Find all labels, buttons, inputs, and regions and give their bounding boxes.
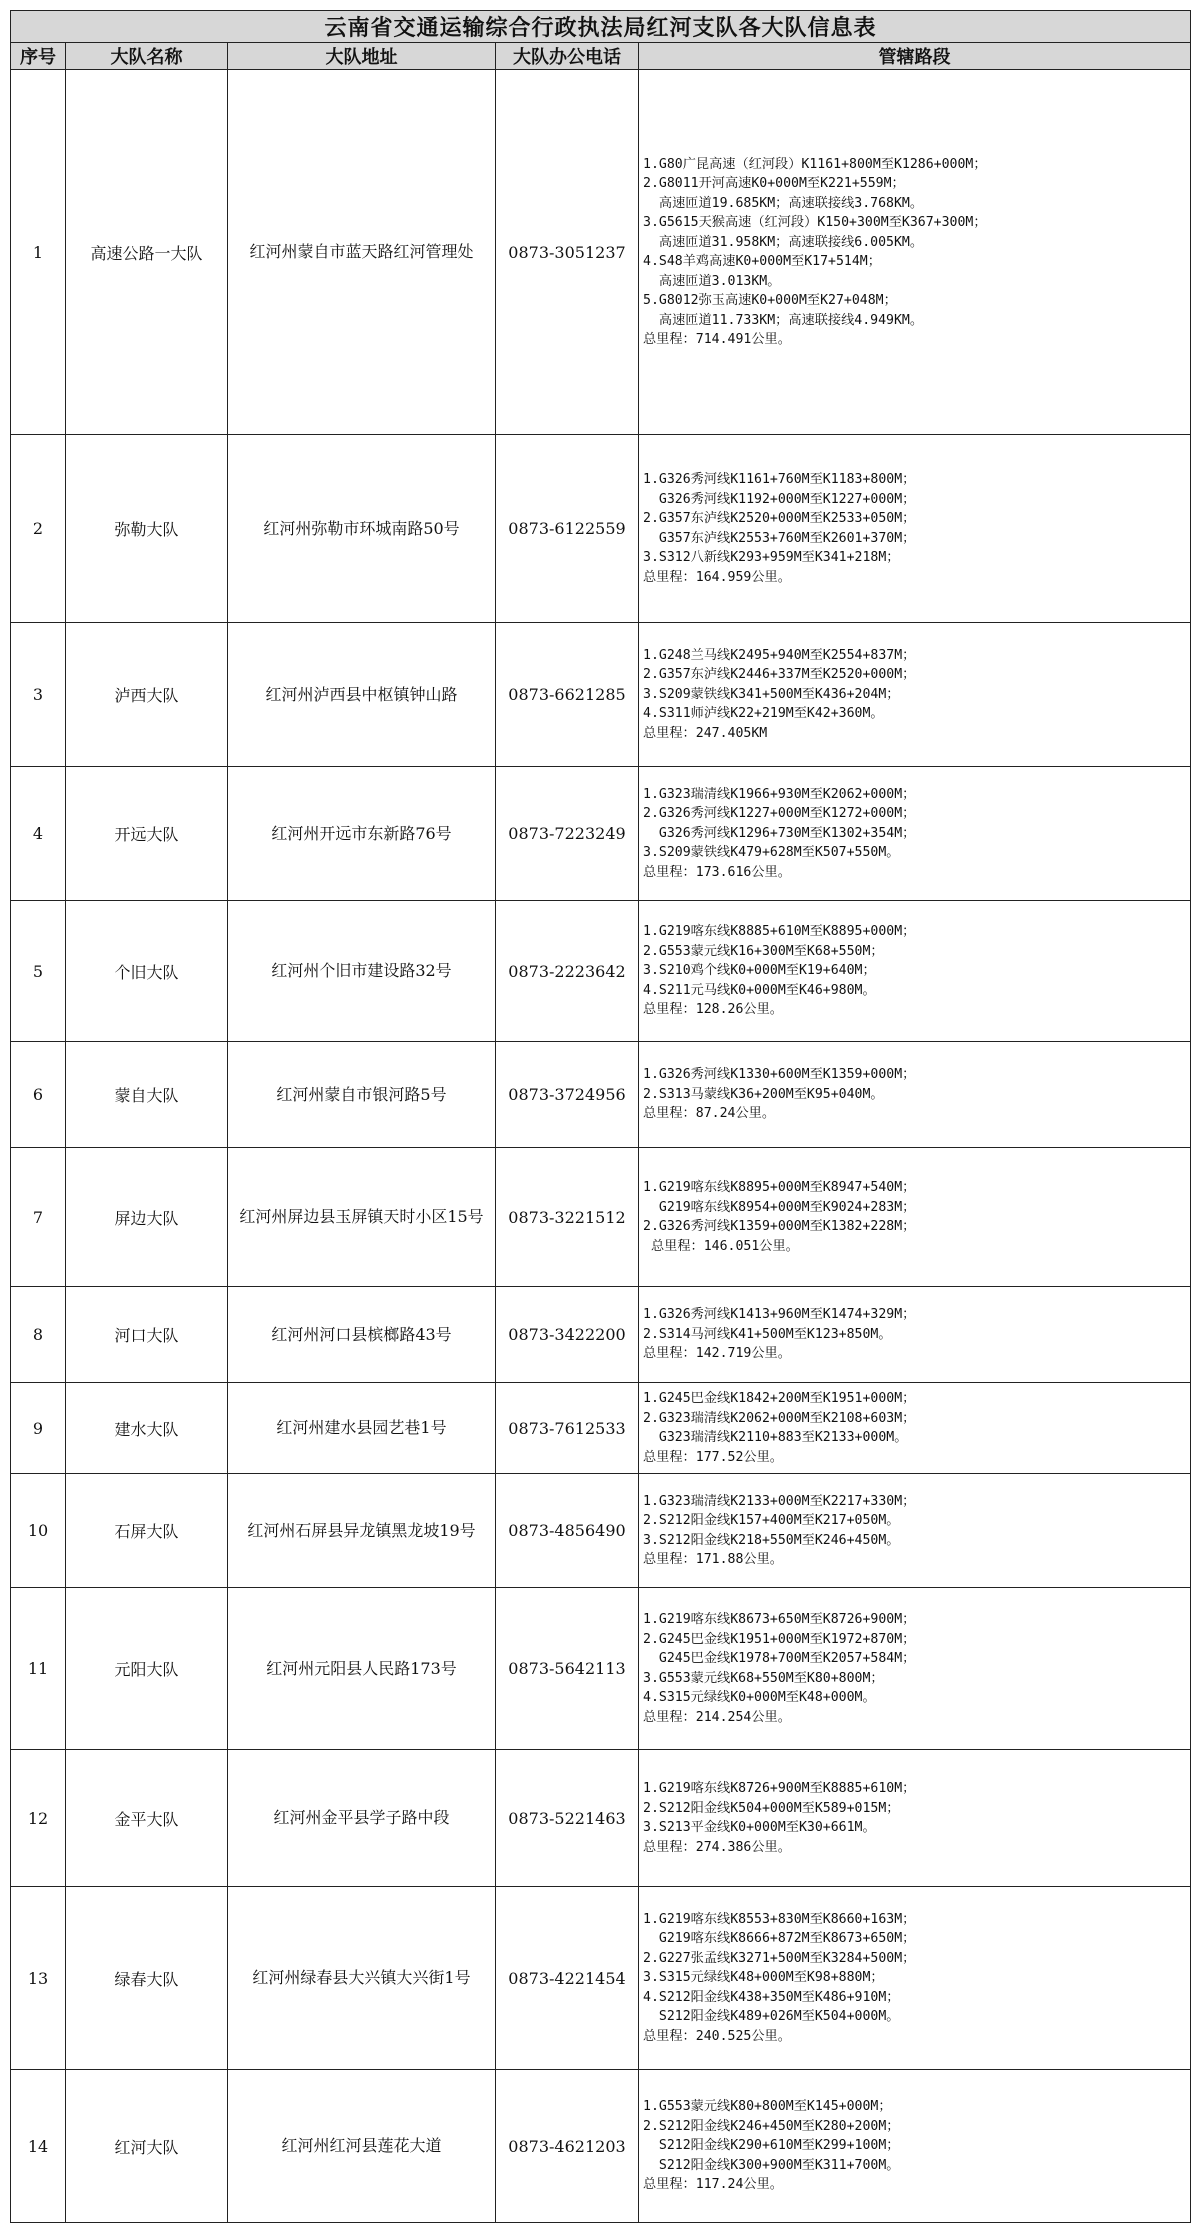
route-line: 2.S212阳金线K246+450M至K280+200M； [643,2118,900,2134]
route-line: 总里程：177.52公里。 [643,1449,783,1465]
route-line: 1.G326秀河线K1161+760M至K1183+800M； [643,472,916,487]
route-line: 总里程：240.525公里。 [643,2028,791,2044]
team-phone: 0873-6621285 [496,623,639,767]
row-index: 8 [11,1287,66,1383]
team-name: 泸西大队 [66,623,228,767]
team-address: 红河州金平县学子路中段 [228,1750,496,1887]
route-line: 3.S213平金线K0+000M至K30+661M。 [643,1820,876,1835]
team-address: 红河州绿春县大兴镇大兴街1号 [228,1887,496,2070]
team-address: 红河州河口县槟榔路43号 [228,1287,496,1383]
route-line: G323瑞清线K2110+883至K2133+000M。 [643,1430,908,1445]
row-index: 9 [11,1383,66,1474]
table-row [11,1750,1191,1887]
row-index: 10 [11,1474,66,1588]
team-phone: 0873-4621203 [496,2070,639,2223]
route-line: 4.S315元绿线K0+000M至K48+000M。 [643,1690,876,1705]
row-index: 2 [11,435,66,623]
team-name: 元阳大队 [66,1588,228,1750]
route-line: 1.G248兰马线K2495+940M至K2554+837M； [643,647,916,663]
route-line: 2.S212阳金线K504+000M至K589+015M； [643,1800,900,1816]
route-line: 总里程：117.24公里。 [643,2177,783,2193]
route-line: 总里程：128.26公里。 [643,1002,783,1018]
route-line: 1.G553蒙元线K80+800M至K145+000M； [643,2099,892,2115]
row-index: 14 [11,2070,66,2223]
row-index: 13 [11,1887,66,2070]
header-index: 序号 [11,43,66,70]
table-row [11,435,1191,623]
team-phone: 0873-5642113 [496,1588,639,1750]
row-index: 4 [11,767,66,901]
route-list [639,767,1191,901]
route-line: 1.G245巴金线K1842+200M至K1951+000M； [643,1391,916,1406]
team-phone: 0873-3724956 [496,1042,639,1148]
team-name: 金平大队 [66,1750,228,1887]
route-line: 1.G219喀东线K8553+830M至K8660+163M； [643,1911,916,1927]
route-line: 5.G8012弥玉高速K0+000M至K27+048M； [643,293,897,308]
route-line: 3.S312八新线K293+959M至K341+218M； [643,550,900,565]
route-line: S212阳金线K300+900M至K311+700M。 [643,2157,900,2173]
team-address: 红河州红河县莲花大道 [228,2070,496,2223]
route-line: 高速匝道31.958KM；高速联接线6.005KM。 [643,234,924,250]
team-name: 建水大队 [66,1383,228,1474]
team-info-table [10,10,1191,2223]
route-line: 总里程：87.24公里。 [643,1106,776,1122]
team-phone: 0873-7612533 [496,1383,639,1474]
route-line: 2.G323瑞清线K2062+000M至K2108+603M； [643,1410,916,1426]
row-index: 11 [11,1588,66,1750]
route-line: 总里程：214.254公里。 [643,1709,791,1725]
table-row [11,767,1191,901]
route-line: G245巴金线K1978+700M至K2057+584M； [643,1651,916,1666]
route-line: 3.S209蒙铁线K341+500M至K436+204M； [643,686,900,702]
team-phone: 0873-4856490 [496,1474,639,1588]
table-row [11,1383,1191,1474]
team-phone: 0873-2223642 [496,901,639,1042]
route-line: 2.S212阳金线K157+400M至K217+050M。 [643,1513,900,1528]
route-line: G326秀河线K1192+000M至K1227+000M； [643,491,916,507]
route-line: 2.G326秀河线K1359+000M至K1382+228M； [643,1219,916,1234]
row-index: 3 [11,623,66,767]
route-list [639,1287,1191,1383]
route-list [639,1474,1191,1588]
route-line: 4.S311师泸线K22+219M至K42+360M。 [643,706,884,722]
header-team-name: 大队名称 [66,43,228,70]
route-list [639,1042,1191,1148]
table-row [11,1474,1191,1588]
team-address: 红河州泸西县中枢镇钟山路 [228,623,496,767]
route-line: 1.G326秀河线K1330+600M至K1359+000M； [643,1067,916,1083]
team-phone: 0873-3221512 [496,1148,639,1287]
route-line: 1.G219喀东线K8885+610M至K8895+000M； [643,924,916,940]
team-phone: 0873-3422200 [496,1287,639,1383]
route-line: 2.G227张孟线K3271+500M至K3284+500M； [643,1950,916,1966]
route-line: G219喀东线K8954+000M至K9024+283M； [643,1199,916,1215]
header-phone: 大队办公电话 [496,43,639,70]
row-index: 6 [11,1042,66,1148]
route-line: 2.G553蒙元线K16+300M至K68+550M； [643,943,884,959]
route-line: G357东泸线K2553+760M至K2601+370M； [643,530,916,546]
route-line: 总里程：164.959公里。 [643,569,791,585]
header-address: 大队地址 [228,43,496,70]
route-line: 高速匝道19.685KM；高速联接线3.768KM。 [643,195,924,211]
team-phone: 0873-3051237 [496,70,639,435]
team-address: 红河州屏边县玉屏镇天时小区15号 [228,1148,496,1287]
table-row [11,1887,1191,2070]
team-phone: 0873-4221454 [496,1887,639,2070]
route-line: 3.S209蒙铁线K479+628M至K507+550M。 [643,845,900,861]
route-list [639,70,1191,435]
team-address: 红河州元阳县人民路173号 [228,1588,496,1750]
team-name: 绿春大队 [66,1887,228,2070]
team-name: 红河大队 [66,2070,228,2223]
table-row [11,1148,1191,1287]
row-index: 7 [11,1148,66,1287]
header-routes: 管辖路段 [639,43,1191,70]
route-list [639,1887,1191,2070]
route-list [639,1588,1191,1750]
route-line: 总里程：142.719公里。 [643,1346,791,1362]
route-line: 1.G219喀东线K8673+650M至K8726+900M； [643,1612,916,1627]
route-line: 4.S211元马线K0+000M至K46+980M。 [643,982,876,998]
route-line: 4.S212阳金线K438+350M至K486+910M； [643,1989,900,2005]
table-row [11,70,1191,435]
route-line: 总里程：274.386公里。 [643,1839,791,1855]
route-line: 高速匝道3.013KM。 [643,273,781,289]
route-list [639,435,1191,623]
team-name: 河口大队 [66,1287,228,1383]
row-index: 12 [11,1750,66,1887]
route-line: 4.S48羊鸡高速K0+000M至K17+514M； [643,254,881,269]
route-line: G326秀河线K1296+730M至K1302+354M； [643,825,916,841]
route-line: S212阳金线K489+026M至K504+000M。 [643,2009,900,2025]
route-line: S212阳金线K290+610M至K299+100M； [643,2138,900,2154]
table-row [11,623,1191,767]
route-line: 2.S314马河线K41+500M至K123+850M。 [643,1326,892,1342]
team-address: 红河州石屏县异龙镇黑龙坡19号 [228,1474,496,1588]
table-row [11,1287,1191,1383]
table-row [11,1588,1191,1750]
team-name: 个旧大队 [66,901,228,1042]
route-line: G219喀东线K8666+872M至K8673+650M； [643,1931,916,1947]
route-list [639,623,1191,767]
route-line: 总里程：173.616公里。 [643,864,791,880]
route-list [639,2070,1191,2223]
team-name: 开远大队 [66,767,228,901]
route-line: 总里程：247.405KM [643,725,768,741]
row-index: 5 [11,901,66,1042]
team-phone: 0873-5221463 [496,1750,639,1887]
row-index: 1 [11,70,66,435]
team-address: 红河州蒙自市蓝天路红河管理处 [228,70,496,435]
route-line: 1.G323瑞清线K2133+000M至K2217+330M； [643,1493,916,1509]
team-phone: 0873-6122559 [496,435,639,623]
team-address: 红河州建水县园艺巷1号 [228,1383,496,1474]
route-line: 3.S212阳金线K218+550M至K246+450M。 [643,1532,900,1548]
table-row [11,1042,1191,1148]
team-name: 高速公路一大队 [66,70,228,435]
route-line: 2.G326秀河线K1227+000M至K1272+000M； [643,806,916,822]
table-title: 云南省交通运输综合行政执法局红河支队各大队信息表 [11,11,1191,43]
route-line: 2.G8011开河高速K0+000M至K221+559M； [643,176,905,191]
team-address: 红河州弥勒市环城南路50号 [228,435,496,623]
route-list [639,1148,1191,1287]
route-line: 总里程：146.051公里。 [643,1238,799,1254]
route-line: 2.S313马蒙线K36+200M至K95+040M。 [643,1086,884,1102]
team-name: 屏边大队 [66,1148,228,1287]
route-line: 2.G357东泸线K2446+337M至K2520+000M； [643,667,916,683]
route-line: 总里程：171.88公里。 [643,1552,783,1567]
route-line: 2.G245巴金线K1951+000M至K1972+870M； [643,1631,916,1647]
route-line: 3.S315元绿线K48+000M至K98+880M； [643,1970,884,1986]
route-line: 1.G219喀东线K8895+000M至K8947+540M； [643,1180,916,1195]
route-line: 3.G5615天猴高速（红河段）K150+300M至K367+300M； [643,215,987,230]
team-name: 石屏大队 [66,1474,228,1588]
team-address: 红河州蒙自市银河路5号 [228,1042,496,1148]
route-line: 1.G80广昆高速（红河段）K1161+800M至K1286+000M； [643,156,987,172]
route-line: 总里程：714.491公里。 [643,332,791,347]
route-line: 1.G219喀东线K8726+900M至K8885+610M； [643,1781,916,1796]
route-line: 3.S210鸡个线K0+000M至K19+640M； [643,963,876,979]
route-line: 1.G326秀河线K1413+960M至K1474+329M； [643,1307,916,1323]
route-line: 1.G323瑞清线K1966+930M至K2062+000M； [643,786,916,802]
route-line: 高速匝道11.733KM；高速联接线4.949KM。 [643,312,924,328]
team-name: 弥勒大队 [66,435,228,623]
route-list [639,901,1191,1042]
team-address: 红河州开远市东新路76号 [228,767,496,901]
route-list [639,1750,1191,1887]
team-phone: 0873-7223249 [496,767,639,901]
route-line: 2.G357东泸线K2520+000M至K2533+050M； [643,511,916,526]
team-address: 红河州个旧市建设路32号 [228,901,496,1042]
team-name: 蒙自大队 [66,1042,228,1148]
route-list [639,1383,1191,1474]
route-line: 3.G553蒙元线K68+550M至K80+800M； [643,1670,884,1686]
table-row [11,2070,1191,2223]
table-row [11,901,1191,1042]
